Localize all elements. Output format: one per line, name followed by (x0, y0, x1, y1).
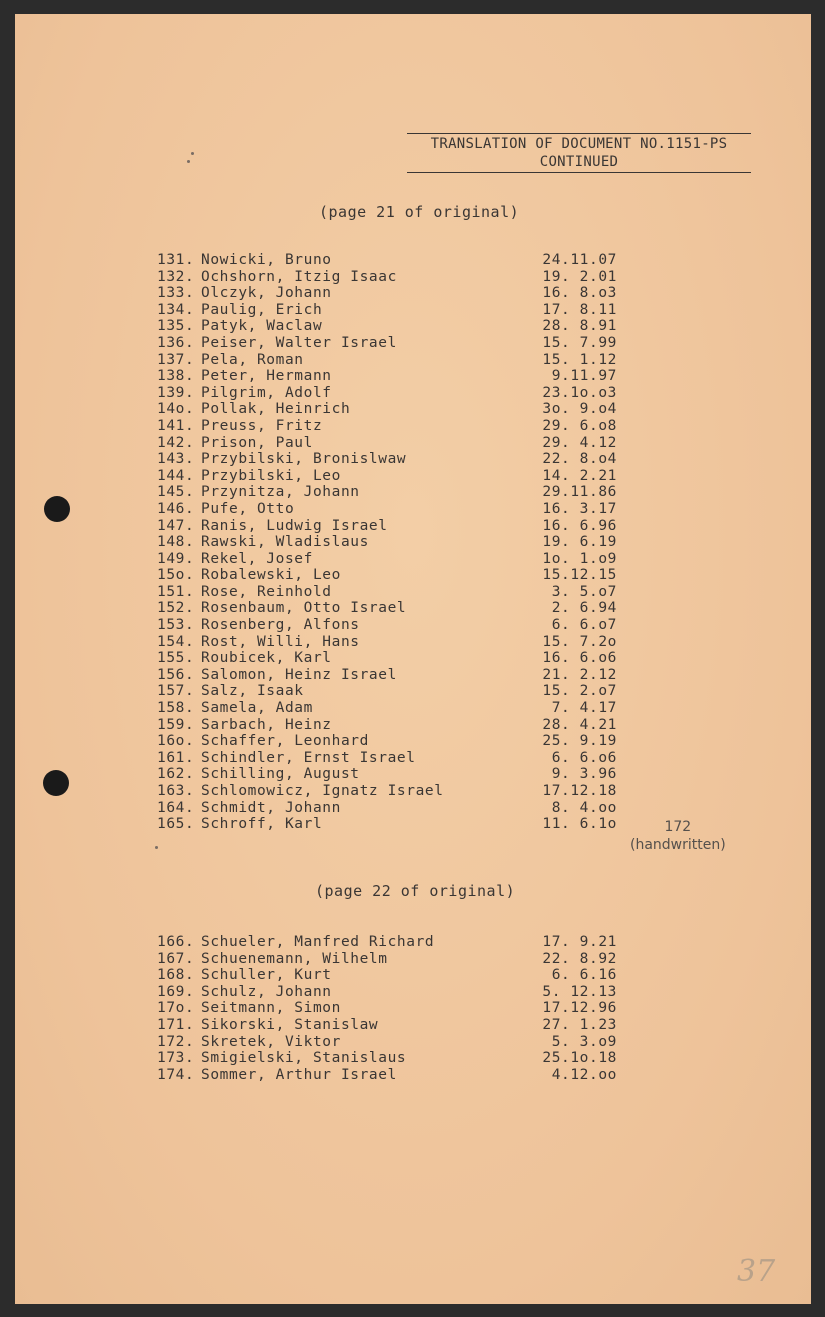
entry-num: 131. (157, 252, 195, 268)
entry-date: 3. 5.o7 (551, 583, 617, 600)
list-item (157, 1050, 617, 1067)
entry-num: 164. (157, 799, 195, 816)
entry-date: 29. 6.o8 (542, 417, 617, 434)
entry-num: 161. (157, 749, 195, 766)
document-page (15, 14, 811, 1304)
list-item (157, 385, 617, 402)
entry-name: Schuller, Kurt (201, 967, 332, 984)
list-item (157, 302, 617, 319)
entry-num: 142. (157, 434, 195, 451)
entry-num: 137. (157, 351, 195, 368)
entry-num: 153. (157, 617, 195, 634)
list-item (157, 518, 617, 535)
entry-name: Paulig, Erich (201, 301, 323, 318)
handwritten-note (630, 818, 726, 854)
entry-name: Schilling, August (201, 766, 360, 783)
entry-name: Patyk, Waclaw (201, 318, 323, 335)
entry-date: 21. 2.12 (542, 666, 617, 683)
entry-name: Ranis, Ludwig Israel (201, 517, 388, 534)
entry-date: 19. 2.01 (542, 268, 617, 285)
entry-date: 3o. 9.o4 (542, 401, 617, 418)
list-item (157, 717, 617, 734)
entry-name: Samela, Adam (201, 700, 313, 717)
entry-name: Schindler, Ernst Israel (201, 749, 416, 766)
ink-speck (187, 160, 190, 163)
entry-num: 139. (157, 384, 195, 401)
punch-hole-top (44, 496, 70, 522)
name-list-page-21 (157, 252, 617, 833)
entry-name: Preuss, Fritz (201, 417, 323, 434)
entry-name: Peter, Hermann (201, 368, 332, 385)
entry-date: 22. 8.o4 (542, 451, 617, 468)
list-item (157, 352, 617, 369)
entry-date: 23.1o.o3 (542, 384, 617, 401)
list-item (157, 634, 617, 651)
entry-date: 28. 8.91 (542, 318, 617, 335)
entry-num: 138. (157, 368, 195, 385)
entry-name: Rekel, Josef (201, 550, 313, 567)
list-item (157, 401, 617, 418)
entry-name: Robalewski, Leo (201, 567, 341, 584)
entry-date: 15. 1.12 (542, 351, 617, 368)
header-rule-top (407, 133, 751, 134)
entry-name: Smigielski, Stanislaus (201, 1050, 407, 1067)
entry-name: Skretek, Viktor (201, 1033, 341, 1050)
entry-name: Prison, Paul (201, 434, 313, 451)
entry-date: 28. 4.21 (542, 716, 617, 733)
header-title: TRANSLATION OF DOCUMENT NO.1151-PS (430, 136, 728, 152)
entry-date: 5. 12.13 (542, 983, 617, 1000)
list-item (157, 667, 617, 684)
entry-name: Pilgrim, Adolf (201, 384, 332, 401)
list-item (157, 1017, 617, 1034)
entry-date: 22. 8.92 (542, 950, 617, 967)
entry-num: 169. (157, 983, 195, 1000)
entry-num: 141. (157, 417, 195, 434)
entry-date: 17.12.18 (542, 783, 617, 799)
entry-num: 134. (157, 301, 195, 318)
entry-date: 7. 4.17 (551, 700, 617, 717)
entry-num: 148. (157, 534, 195, 551)
entry-name: Przynitza, Johann (201, 484, 360, 501)
entry-date: 29. 4.12 (542, 434, 617, 451)
entry-name: Rose, Reinhold (201, 583, 332, 600)
list-item (157, 951, 617, 968)
entry-name: Peiser, Walter Israel (201, 334, 397, 351)
ink-speck (155, 846, 158, 849)
entry-name: Schmidt, Johann (201, 799, 341, 816)
entry-name: Sarbach, Heinz (201, 716, 332, 733)
entry-num: 156. (157, 666, 195, 683)
entry-date: 1o. 1.o9 (542, 550, 617, 567)
entry-name: Przybilski, Bronislwaw (201, 451, 407, 468)
entry-date: 16. 6.o6 (542, 650, 617, 667)
entry-date: 15. 7.99 (542, 334, 617, 351)
list-item (157, 600, 617, 617)
entry-name: Nowicki, Bruno (201, 252, 332, 268)
list-item (157, 683, 617, 700)
list-item (157, 468, 617, 485)
entry-date: 15. 7.2o (542, 633, 617, 650)
entry-date: 14. 2.21 (542, 467, 617, 484)
document-header (407, 135, 751, 171)
punch-hole-bottom (43, 770, 69, 796)
list-item (157, 800, 617, 817)
entry-name: Pufe, Otto (201, 500, 295, 517)
list-item (157, 368, 617, 385)
entry-name: Schueler, Manfred Richard (201, 934, 435, 950)
entry-name: Schaffer, Leonhard (201, 733, 369, 750)
list-item (157, 766, 617, 783)
entry-num: 145. (157, 484, 195, 501)
entry-num: 155. (157, 650, 195, 667)
entry-num: 166. (157, 934, 195, 950)
list-item (157, 1034, 617, 1051)
entry-name: Schlomowicz, Ignatz Israel (201, 783, 444, 799)
entry-num: 17o. (157, 1000, 195, 1017)
entry-name: Schulz, Johann (201, 983, 332, 1000)
entry-num: 133. (157, 285, 195, 302)
header-subtitle: CONTINUED (539, 154, 619, 170)
entry-date: 17. 9.21 (542, 934, 617, 950)
entry-date: 25.1o.18 (542, 1050, 617, 1067)
list-item (157, 783, 617, 800)
entry-num: 171. (157, 1016, 195, 1033)
entry-num: 168. (157, 967, 195, 984)
entry-date: 25. 9.19 (542, 733, 617, 750)
handwritten-page-number: 37 (737, 1254, 776, 1289)
list-item (157, 967, 617, 984)
entry-date: 9.11.97 (551, 368, 617, 385)
entry-date: 29.11.86 (542, 484, 617, 501)
page-21-label: (page 21 of original) (319, 203, 520, 221)
entry-date: 6. 6.o6 (551, 749, 617, 766)
entry-num: 157. (157, 683, 195, 700)
entry-num: 147. (157, 517, 195, 534)
entry-name: Sikorski, Stanislaw (201, 1016, 379, 1033)
list-item (157, 584, 617, 601)
entry-num: 163. (157, 783, 195, 799)
entry-name: Rost, Willi, Hans (201, 633, 360, 650)
entry-num: 173. (157, 1050, 195, 1067)
entry-num: 136. (157, 334, 195, 351)
entry-num: 162. (157, 766, 195, 783)
header-rule-bottom (407, 172, 751, 173)
list-item (157, 551, 617, 568)
entry-date: 6. 6.o7 (551, 617, 617, 634)
entry-date: 17.12.96 (542, 1000, 617, 1017)
entry-name: Rosenberg, Alfons (201, 617, 360, 634)
list-item (157, 335, 617, 352)
page-22-label: (page 22 of original) (315, 882, 516, 900)
entry-num: 151. (157, 583, 195, 600)
entry-name: Pela, Roman (201, 351, 304, 368)
entry-date: 8. 4.oo (551, 799, 617, 816)
entry-date: 2. 6.94 (551, 600, 617, 617)
entry-num: 132. (157, 268, 195, 285)
entry-date: 27. 1.23 (542, 1016, 617, 1033)
list-item (157, 534, 617, 551)
entry-name: Salz, Isaak (201, 683, 304, 700)
entry-date: 24.11.07 (542, 252, 617, 268)
list-item (157, 418, 617, 435)
entry-num: 154. (157, 633, 195, 650)
entry-num: 174. (157, 1066, 195, 1083)
list-item (157, 816, 617, 833)
list-item (157, 318, 617, 335)
entry-name: Pollak, Heinrich (201, 401, 351, 418)
entry-name: Salomon, Heinz Israel (201, 666, 397, 683)
list-item (157, 484, 617, 501)
entry-name: Schuenemann, Wilhelm (201, 950, 388, 967)
entry-num: 152. (157, 600, 195, 617)
list-item (157, 501, 617, 518)
entry-name: Sommer, Arthur Israel (201, 1066, 397, 1083)
handwritten-number: 172 (664, 819, 692, 835)
entry-date: 5. 3.o9 (551, 1033, 617, 1050)
list-item (157, 1000, 617, 1017)
handwritten-label: (handwritten) (630, 837, 726, 853)
entry-num: 172. (157, 1033, 195, 1050)
list-item (157, 733, 617, 750)
list-item (157, 700, 617, 717)
entry-date: 16. 3.17 (542, 500, 617, 517)
name-list-page-22 (157, 934, 617, 1083)
entry-name: Rosenbaum, Otto Israel (201, 600, 407, 617)
entry-date: 11. 6.1o (542, 816, 617, 833)
entry-num: 16o. (157, 733, 195, 750)
entry-name: Seitmann, Simon (201, 1000, 341, 1017)
list-item (157, 451, 617, 468)
entry-num: 146. (157, 500, 195, 517)
list-item (157, 617, 617, 634)
entry-name: Schroff, Karl (201, 816, 323, 833)
entry-num: 14o. (157, 401, 195, 418)
entry-date: 16. 6.96 (542, 517, 617, 534)
entry-name: Olczyk, Johann (201, 285, 332, 302)
entry-date: 19. 6.19 (542, 534, 617, 551)
entry-date: 17. 8.11 (542, 301, 617, 318)
entry-date: 9. 3.96 (551, 766, 617, 783)
list-item (157, 269, 617, 286)
list-item (157, 567, 617, 584)
list-item (157, 285, 617, 302)
entry-date: 15.12.15 (542, 567, 617, 584)
entry-num: 135. (157, 318, 195, 335)
entry-date: 4.12.oo (551, 1066, 617, 1083)
list-item (157, 1067, 617, 1084)
entry-num: 15o. (157, 567, 195, 584)
ink-speck (191, 152, 194, 155)
list-item (157, 750, 617, 767)
entry-num: 159. (157, 716, 195, 733)
entry-name: Ochshorn, Itzig Isaac (201, 268, 397, 285)
entry-num: 165. (157, 816, 195, 833)
entry-date: 16. 8.o3 (542, 285, 617, 302)
list-item (157, 252, 617, 269)
entry-date: 6. 6.16 (551, 967, 617, 984)
list-item (157, 650, 617, 667)
entry-num: 144. (157, 467, 195, 484)
entry-name: Przybilski, Leo (201, 467, 341, 484)
entry-num: 167. (157, 950, 195, 967)
list-item (157, 934, 617, 951)
entry-date: 15. 2.o7 (542, 683, 617, 700)
entry-num: 158. (157, 700, 195, 717)
entry-num: 149. (157, 550, 195, 567)
entry-num: 143. (157, 451, 195, 468)
entry-name: Rawski, Wladislaus (201, 534, 369, 551)
list-item (157, 984, 617, 1001)
list-item (157, 435, 617, 452)
entry-name: Roubicek, Karl (201, 650, 332, 667)
